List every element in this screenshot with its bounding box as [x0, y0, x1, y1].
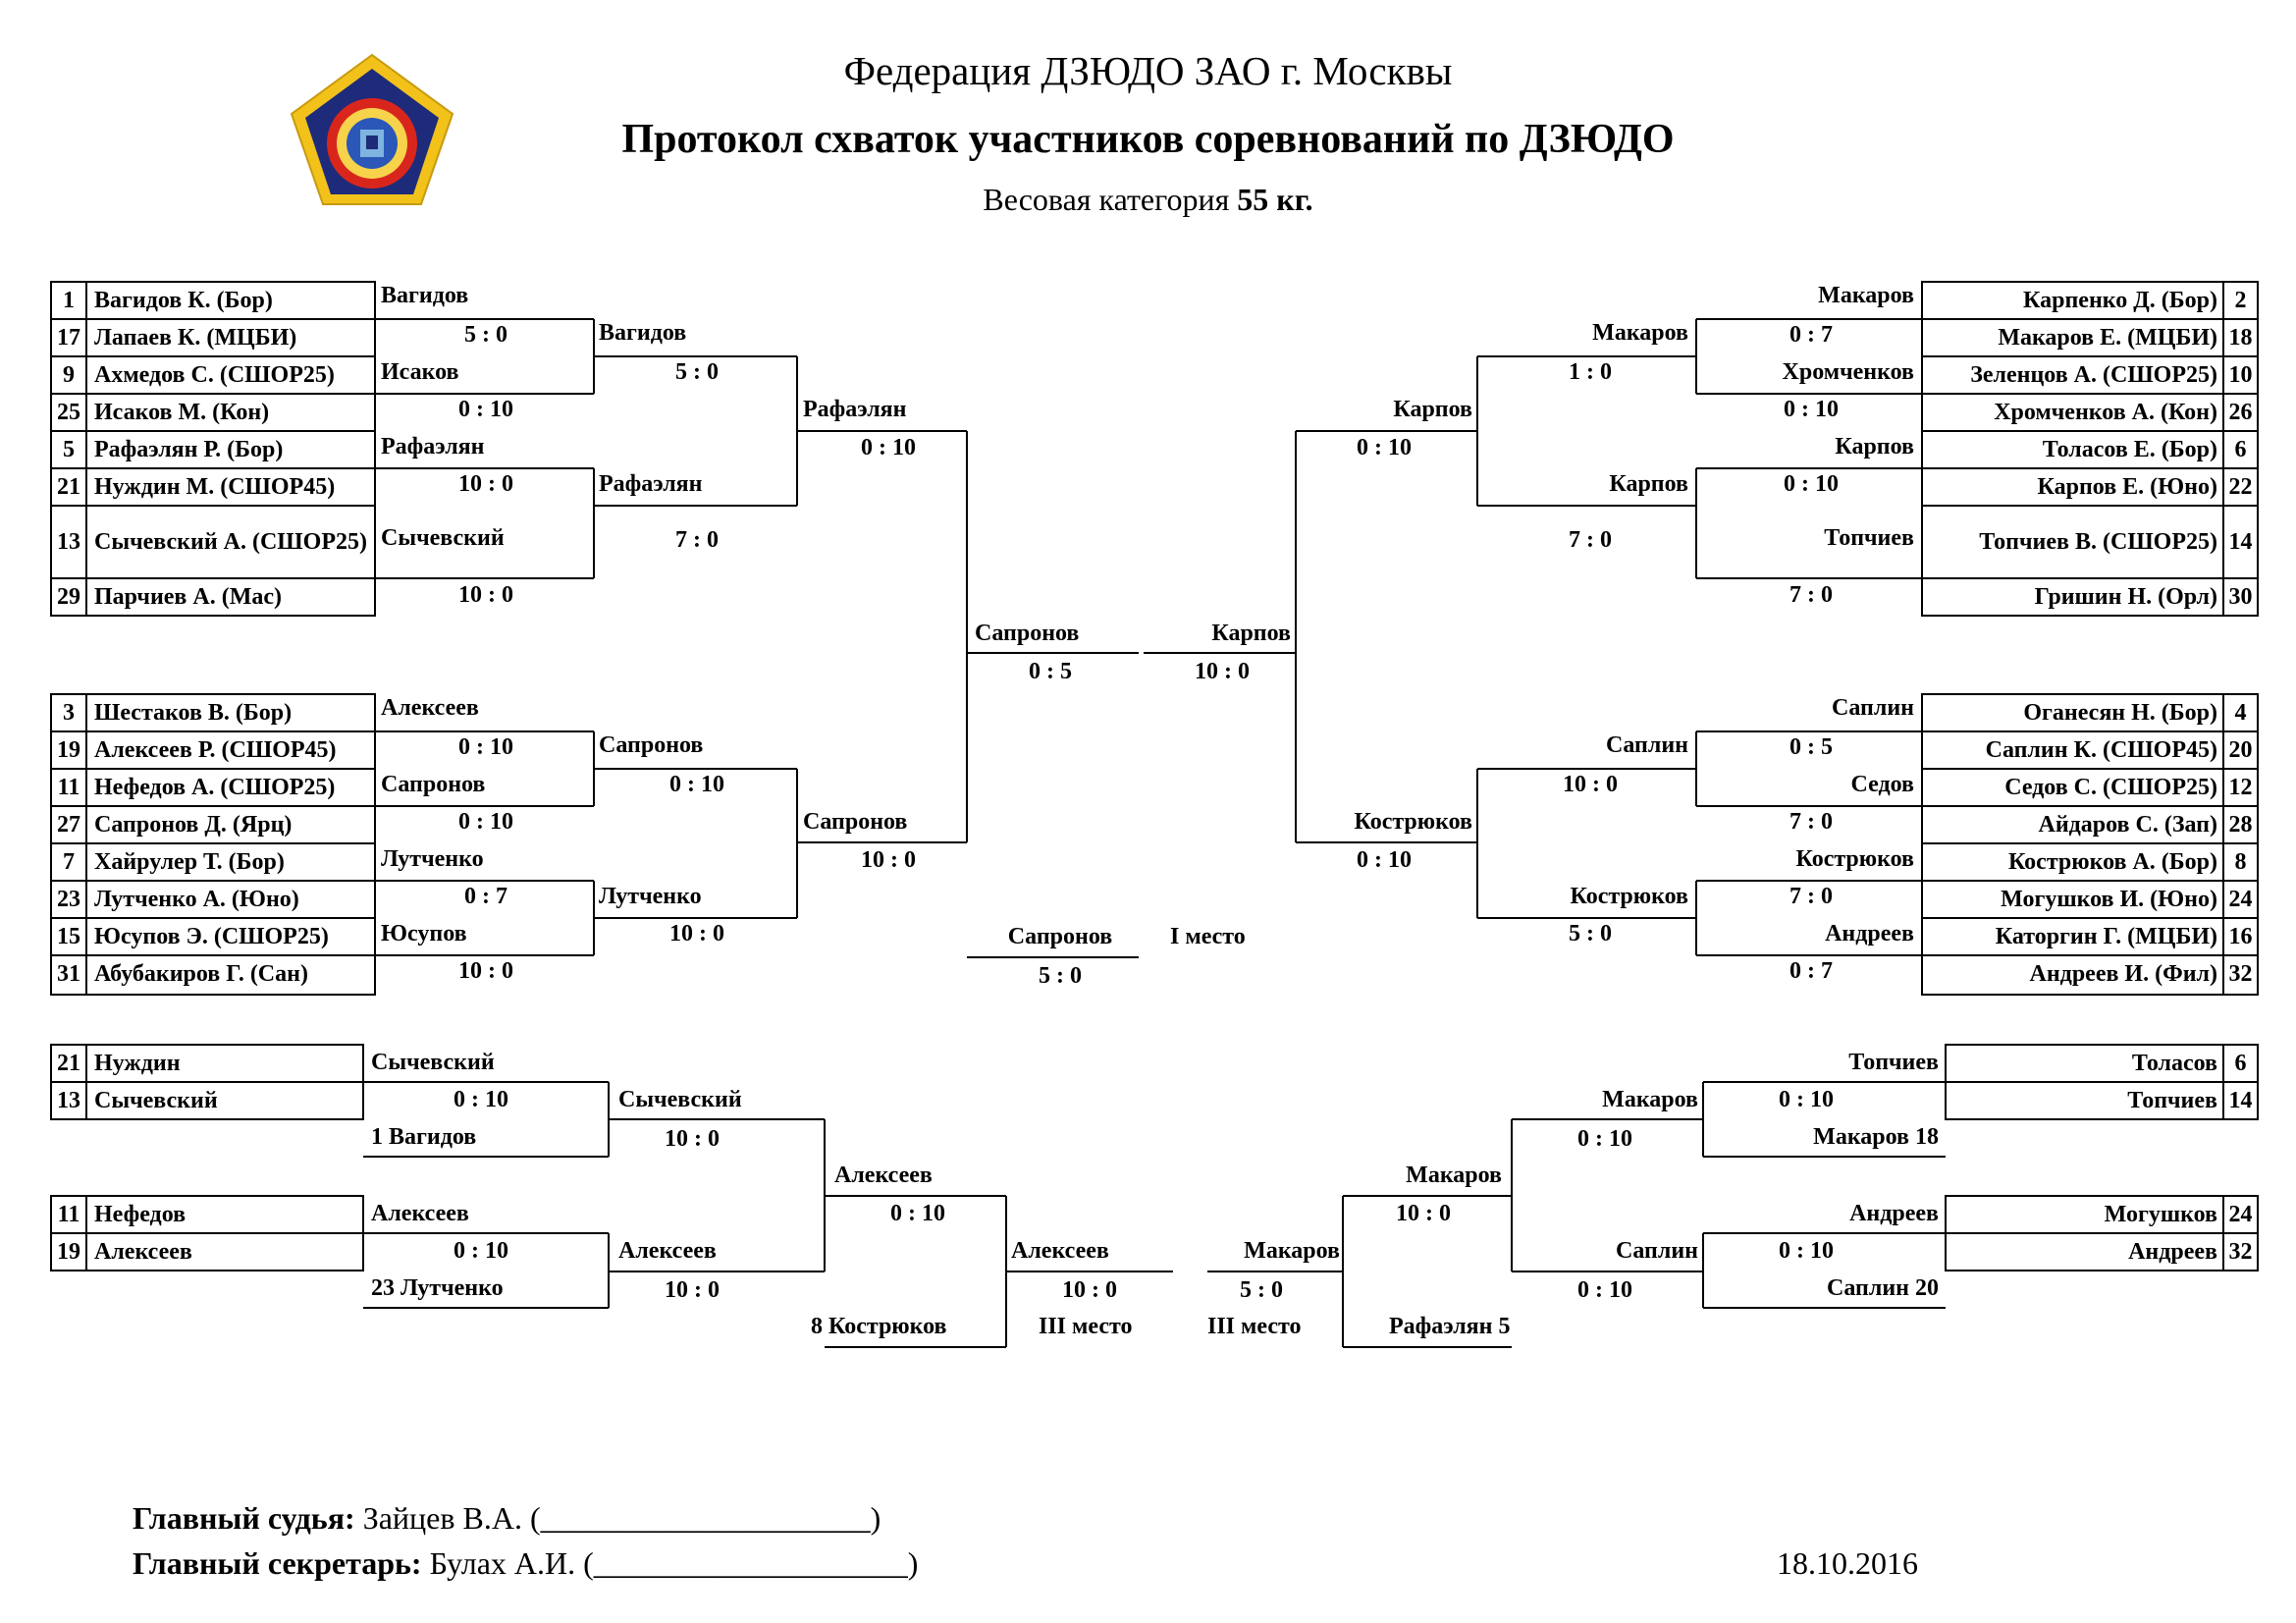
repechage-number: 14	[2228, 1088, 2253, 1113]
bracket-score: 5 : 0	[675, 359, 719, 385]
bracket-text: Кострюков	[1354, 809, 1472, 835]
repechage-number: 24	[2228, 1202, 2253, 1227]
participant-number: 27	[57, 812, 80, 838]
participant-name: Гришин Н. (Орл)	[2034, 584, 2217, 610]
participant-name: Толасов Е. (Бор)	[2042, 437, 2217, 462]
bracket-score: 7 : 0	[1569, 527, 1612, 553]
participant-number: 14	[2228, 529, 2253, 555]
participant-number: 10	[2228, 362, 2253, 388]
bracket-text: Лутченко	[381, 846, 484, 872]
repechage-score: 0 : 10	[454, 1238, 508, 1264]
bracket-score: 10 : 0	[669, 921, 724, 947]
participant-name: Хайрулер Т. (Бор)	[94, 849, 285, 875]
bracket-text: Сычевский	[381, 525, 505, 551]
repechage-text: 8 Кострюков	[811, 1314, 947, 1339]
weight-label: Весовая категория	[983, 182, 1230, 217]
bracket-text: Хромченков	[1782, 359, 1914, 385]
repechage-name: Топчиев	[2127, 1088, 2217, 1113]
repechage-text: Саплин	[1616, 1238, 1698, 1264]
participant-number: 28	[2228, 812, 2253, 838]
bracket-text: Алексеев	[381, 695, 479, 721]
repechage-text: Сычевский	[371, 1050, 495, 1075]
participant-number: 13	[57, 529, 80, 555]
weight-value: 55 кг.	[1237, 182, 1313, 217]
bracket-text: Рафаэлян	[381, 434, 485, 460]
repechage-score: 10 : 0	[665, 1277, 720, 1303]
bracket-score: 0 : 10	[861, 435, 916, 460]
participant-number: 23	[57, 887, 80, 912]
bracket-score: 0 : 10	[458, 397, 513, 422]
participant-number: 18	[2228, 325, 2253, 351]
bracket-score: 0 : 10	[1357, 847, 1412, 873]
repechage-name: Сычевский	[94, 1088, 218, 1113]
participant-number: 9	[63, 362, 75, 388]
repechage-text: Рафаэлян 5	[1389, 1314, 1511, 1339]
participant-number: 22	[2228, 474, 2253, 500]
participant-name: Карпов Е. (Юно)	[2037, 474, 2217, 500]
participant-name: Зеленцов А. (СШОР25)	[1970, 362, 2217, 388]
participant-name: Айдаров С. (Зап)	[2038, 812, 2217, 838]
participant-number: 3	[63, 700, 75, 726]
repechage-number: 13	[57, 1088, 80, 1113]
bracket-score: 10 : 0	[458, 958, 513, 984]
repechage-text: Саплин 20	[1827, 1275, 1939, 1301]
chief-secretary-line	[133, 1545, 918, 1582]
participant-number: 26	[2228, 400, 2253, 425]
bracket-text: Юсупов	[381, 921, 467, 947]
bracket-score: 10 : 0	[458, 471, 513, 497]
chief-secretary-label: Главный секретарь:	[133, 1545, 422, 1581]
participant-name: Сапронов Д. (Ярц)	[94, 812, 293, 838]
participant-number: 11	[57, 775, 80, 800]
bracket-text: Кострюков	[1795, 846, 1914, 872]
bracket-text: Вагидов	[381, 283, 469, 308]
repechage-text: Сычевский	[618, 1087, 742, 1112]
repechage-name: Андреев	[2128, 1239, 2217, 1265]
repechage-score: 10 : 0	[1062, 1277, 1117, 1303]
participant-name: Седов С. (СШОР25)	[2004, 775, 2217, 800]
final-score: 5 : 0	[1039, 963, 1082, 989]
repechage-number: 19	[57, 1239, 80, 1265]
repechage-name: Нефедов	[94, 1202, 187, 1227]
participant-name: Лутченко А. (Юно)	[94, 887, 299, 912]
bracket-text: Саплин	[1832, 695, 1914, 721]
bracket-text: Кострюков	[1570, 884, 1688, 909]
bracket-score: 10 : 0	[1563, 772, 1618, 797]
bracket-score: 7 : 0	[1789, 884, 1833, 909]
participant-number: 19	[57, 737, 80, 763]
participant-name: Исаков М. (Кон)	[94, 400, 270, 425]
repechage-number: 21	[57, 1051, 80, 1076]
participant-number: 25	[57, 400, 80, 425]
participant-name: Оганесян Н. (Бор)	[2023, 700, 2217, 726]
participant-number: 24	[2228, 887, 2253, 912]
participant-number: 4	[2234, 700, 2247, 726]
federation-title: Федерация ДЗЮДО ЗАО г. Москвы	[843, 48, 1453, 93]
bracket-score: 0 : 5	[1789, 734, 1833, 760]
bracket-text: Лутченко	[599, 884, 702, 909]
repechage-text: Алексеев	[834, 1163, 933, 1188]
bracket-text: Седов	[1850, 772, 1914, 797]
repechage-text: Топчиев	[1848, 1050, 1939, 1075]
repechage-text: Андреев	[1849, 1201, 1939, 1226]
bronze-right-label: III место	[1207, 1314, 1302, 1339]
bracket-score: 0 : 7	[1789, 958, 1833, 984]
repechage-name: Нуждин	[94, 1051, 181, 1076]
bracket-score: 0 : 10	[458, 734, 513, 760]
bracket-score: 5 : 0	[464, 322, 507, 348]
bracket-text: Сапронов	[975, 621, 1080, 646]
repechage-text: Макаров	[1244, 1238, 1340, 1264]
bracket-score: 1 : 0	[1569, 359, 1612, 385]
bracket-text: Макаров	[1818, 283, 1914, 308]
repechage-text: 1 Вагидов	[371, 1124, 477, 1150]
repechage-score: 10 : 0	[665, 1126, 720, 1152]
repechage-name: Могушков	[2104, 1202, 2217, 1227]
participant-number: 20	[2228, 737, 2253, 763]
participant-number: 31	[57, 961, 80, 987]
participant-name: Кострюков А. (Бор)	[2007, 849, 2217, 875]
participant-name: Ахмедов С. (СШОР25)	[94, 362, 335, 388]
participant-number: 21	[57, 474, 80, 500]
bracket-text: Рафаэлян	[803, 397, 907, 422]
participant-name: Андреев И. (Фил)	[2029, 961, 2217, 987]
repechage-score: 0 : 10	[890, 1201, 945, 1226]
participant-name: Шестаков В. (Бор)	[94, 700, 293, 726]
repechage-text: Алексеев	[1011, 1238, 1109, 1264]
participant-name: Алексеев Р. (СШОР45)	[94, 737, 337, 763]
participant-name: Хромченков А. (Кон)	[1994, 400, 2217, 425]
participant-number: 17	[57, 325, 80, 351]
repechage-score: 0 : 10	[1577, 1126, 1632, 1152]
bracket-score: 0 : 7	[464, 884, 507, 909]
participant-number: 30	[2228, 584, 2253, 610]
protocol-title: Протокол схваток участников соревнований по ДЗЮДО	[621, 117, 1675, 162]
participant-number: 1	[63, 288, 75, 313]
bracket-score: 10 : 0	[1195, 659, 1250, 684]
bracket-score: 7 : 0	[1789, 582, 1833, 608]
bracket-score: 10 : 0	[861, 847, 916, 873]
participant-name: Сычевский А. (СШОР25)	[94, 529, 367, 555]
chief-judge-line	[133, 1500, 881, 1537]
participant-number: 32	[2228, 961, 2253, 987]
bracket-text: Карпов	[1393, 397, 1472, 422]
participant-name: Макаров Е. (МЦБИ)	[1998, 325, 2217, 351]
repechage-text: Макаров	[1406, 1163, 1502, 1188]
repechage-score: 5 : 0	[1240, 1277, 1283, 1303]
repechage-score: 10 : 0	[1396, 1201, 1451, 1226]
repechage-text: 23 Лутченко	[371, 1275, 504, 1301]
participant-number: 7	[63, 849, 75, 875]
participant-number: 15	[57, 924, 80, 949]
bracket-text: Исаков	[381, 359, 459, 385]
bracket-score: 0 : 10	[1357, 435, 1412, 460]
participant-number: 12	[2228, 775, 2253, 800]
bracket-score: 0 : 5	[1029, 659, 1072, 684]
bracket-text: Сапронов	[599, 732, 704, 758]
participant-name: Нуждин М. (СШОР45)	[94, 474, 336, 500]
participant-name: Юсупов Э. (СШОР25)	[94, 924, 329, 949]
repechage-name: Алексеев	[94, 1239, 192, 1265]
participant-number: 5	[63, 437, 75, 462]
first-place-label: I место	[1170, 924, 1246, 949]
participant-number: 16	[2228, 924, 2253, 949]
repechage-name: Толасов	[2131, 1051, 2217, 1076]
participant-name: Топчиев В. (СШОР25)	[1979, 529, 2217, 555]
repechage-number: 6	[2234, 1051, 2247, 1076]
bracket-score: 7 : 0	[1789, 809, 1833, 835]
bracket-text: Вагидов	[599, 320, 687, 346]
protocol-date: 18.10.2016	[1777, 1545, 1918, 1581]
bracket-text: Саплин	[1606, 732, 1688, 758]
chief-judge-label: Главный судья:	[133, 1500, 355, 1536]
bracket-score: 0 : 7	[1789, 322, 1833, 348]
participant-name: Каторгин Г. (МЦБИ)	[1995, 924, 2217, 949]
bracket-score: 10 : 0	[458, 582, 513, 608]
participant-name: Абубакиров Г. (Сан)	[94, 961, 308, 987]
repechage-text: Алексеев	[371, 1201, 469, 1226]
bracket-text: Карпов	[1211, 621, 1291, 646]
repechage-text: Макаров 18	[1813, 1124, 1939, 1150]
repechage-score: 0 : 10	[1779, 1238, 1834, 1264]
repechage-text: Макаров	[1602, 1087, 1698, 1112]
bracket-text: Карпов	[1835, 434, 1914, 460]
participant-name: Парчиев А. (Мас)	[94, 584, 283, 610]
bracket-text: Карпов	[1609, 471, 1688, 497]
participant-name: Вагидов К. (Бор)	[94, 288, 273, 313]
participant-name: Могушков И. (Юно)	[2001, 887, 2217, 912]
participant-number: 29	[57, 584, 80, 610]
participant-name: Саплин К. (СШОР45)	[1985, 737, 2217, 763]
bracket-score: 5 : 0	[1569, 921, 1612, 947]
participant-number: 6	[2234, 437, 2247, 462]
bracket-score: 0 : 10	[1784, 471, 1839, 497]
repechage-text: Алексеев	[618, 1238, 717, 1264]
bracket-score: 0 : 10	[1784, 397, 1839, 422]
participant-number: 8	[2234, 849, 2247, 875]
participant-name: Лапаев К. (МЦБИ)	[94, 325, 297, 351]
participant-name: Рафаэлян Р. (Бор)	[94, 437, 284, 462]
bronze-left-label: III место	[1039, 1314, 1133, 1339]
chief-secretary-name: Булах А.И. (____________________)	[421, 1545, 919, 1581]
participant-name: Карпенко Д. (Бор)	[2023, 288, 2217, 313]
repechage-number: 32	[2228, 1239, 2253, 1265]
repechage-score: 0 : 10	[1779, 1087, 1834, 1112]
bracket-text: Андреев	[1825, 921, 1914, 947]
bracket-text: Рафаэлян	[599, 471, 703, 497]
final-winner: Сапронов	[1007, 924, 1113, 949]
participant-number: 2	[2234, 288, 2247, 313]
bracket-text: Сапронов	[803, 809, 908, 835]
bracket-score: 0 : 10	[669, 772, 724, 797]
bracket-text: Макаров	[1592, 320, 1688, 346]
repechage-number: 11	[57, 1202, 80, 1227]
chief-judge-name: Зайцев В.А. (_____________________)	[354, 1500, 881, 1536]
participant-name: Нефедов А. (СШОР25)	[94, 775, 336, 800]
repechage-score: 0 : 10	[454, 1087, 508, 1112]
bracket-score: 0 : 10	[458, 809, 513, 835]
bracket-text: Топчиев	[1824, 525, 1914, 551]
bracket-score: 7 : 0	[675, 527, 719, 553]
repechage-score: 0 : 10	[1577, 1277, 1632, 1303]
bracket-text: Сапронов	[381, 772, 486, 797]
